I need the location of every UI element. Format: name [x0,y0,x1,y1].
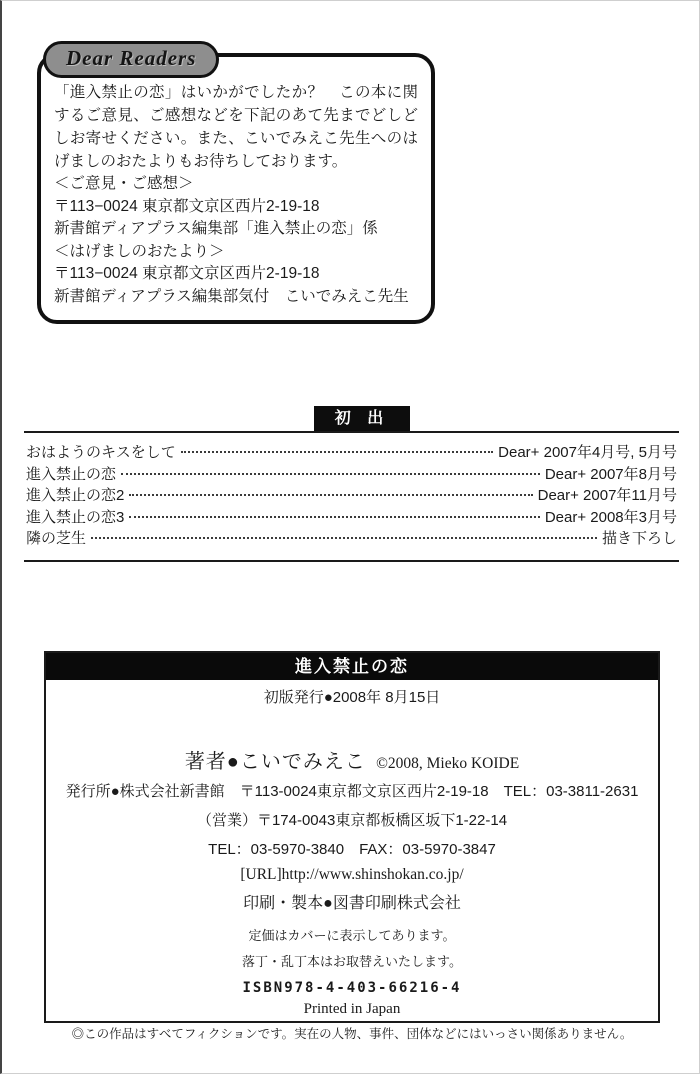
fanmail-address: 〒113−0024 東京都文京区西片2-19-18 [54,265,320,282]
chapter-source: 描き下ろし [601,530,677,547]
chapter-source: Dear+ 2007年11月号 [537,487,677,504]
sales-address: （営業）〒174-0043東京都板橋区坂下1-22-14 [196,812,508,829]
list-item [26,442,677,464]
book-title: 進入禁止の恋 [46,653,658,680]
chapter-title: 隣の芝生 [26,530,87,547]
dot-leader [91,537,597,539]
colophon-box [44,651,660,1041]
bottom-rule [24,560,679,562]
isbn: ISBN978-4-403-66216-4 [242,980,462,996]
feedback-recipient: 新書館ディアプラス編集部「進入禁止の恋」係 [54,220,378,237]
chapter-title: 進入禁止の恋2 [26,487,125,504]
chapter-title: おはようのキスをして [26,444,176,461]
feedback-section-label: ＜ご意見・ご感想＞ [54,175,194,192]
publisher-url: [URL]http://www.shinshokan.co.jp/ [240,866,464,883]
fanmail-recipient: 新書館ディアプラス編集部気付 こいでみえこ先生 [54,287,409,305]
list-item [26,485,677,507]
list-item [26,507,677,529]
feedback-address: 〒113−0024 東京都文京区西片2-19-18 [54,197,320,215]
price-note: 定価はカバーに表示してあります。 [248,928,456,943]
first-publication-header: 初 出 [314,406,410,431]
list-item [26,464,677,486]
chapter-source: Dear+ 2008年3月号 [544,508,677,526]
list-item [26,528,677,550]
first-publication-section [24,406,679,562]
fanmail-section-label: ＜はげましのおたより＞ [54,242,225,260]
dear-readers-message: 「進入禁止の恋」はいかがでしたか？ この本に関するご意見、ご感想などを下記のあて先までどしどしお寄せください。また、こいでみえこ先生へのはげましのおたよりもお待ちしております。 [54,84,418,170]
first-publication-list [24,433,679,560]
chapter-title: 進入禁止の恋 [26,465,117,483]
author-line [46,745,658,774]
publisher-line: 発行所●株式会社新書館 〒113-0024東京都文京区西片2-19-18 TEL：03-3811-2631 [65,783,639,800]
chapter-title: 進入禁止の恋3 [26,508,125,526]
copyright-notice: ©2008, Mieko KOIDE [376,755,520,772]
printed-in-japan: Printed in Japan [303,1001,401,1017]
edition-date: 初版発行●2008年 8月15日 [263,689,441,706]
dot-leader [181,451,493,453]
chapter-source: Dear+ 2007年8月号 [544,465,677,483]
dot-leader [129,494,532,496]
defect-note: 落丁・乱丁本はお取替えいたします。 [242,954,462,969]
dear-readers-badge: Dear Readers [43,41,219,78]
dear-readers-box [37,46,435,324]
author-name: 著者●こいでみえこ [184,751,366,773]
tel-fax: TEL：03-5970-3840 FAX：03-5970-3847 [208,841,496,858]
dot-leader [121,473,540,475]
chapter-source: Dear+ 2007年4月号, 5月号 [498,444,677,461]
printer-line: 印刷・製本●図書印刷株式会社 [243,895,461,912]
fiction-disclaimer: ◎この作品はすべてフィクションです。実在の人物、事件、団体などにはいっさい関係ありません。 [71,1027,633,1041]
dot-leader [129,516,540,518]
dear-readers-addresses [54,173,418,308]
